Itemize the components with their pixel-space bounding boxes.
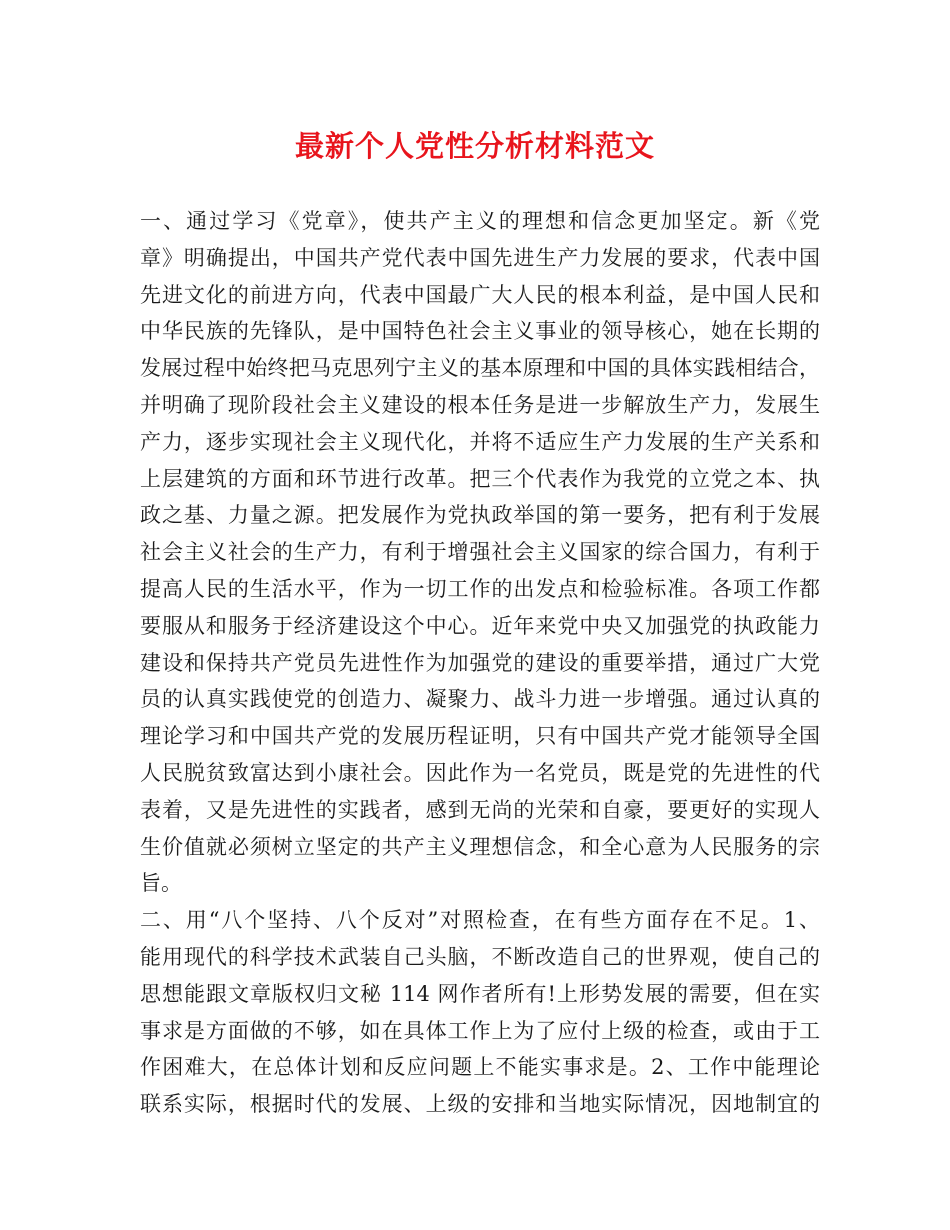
text-line: 产力，逐步实现社会主义现代化，并将不适应生产力发展的生产关系和: [140, 429, 820, 454]
text-line: 作困难大，在总体计划和反应问题上不能实事求是。2、工作中能理论: [140, 1055, 820, 1080]
text-line: 一、通过学习《党章》，使共产主义的理想和信念更加坚定。新《党: [140, 209, 820, 233]
text-line: 事求是方面做的不够，如在具体工作上为了应付上级的检查，或由于工: [140, 1018, 820, 1043]
text-line: 员的认真实践使党的创造力、凝聚力、战斗力进一步增强。通过认真的: [140, 687, 820, 712]
text-line: 章》明确提出，中国共产党代表中国先进生产力发展的要求，代表中国: [140, 245, 820, 270]
text-line: 思想能跟文章版权归文秘 114 网作者所有!上形势发展的需要，但在实: [140, 981, 820, 1006]
text-line: 生价值就必须树立坚定的共产主义理想信念，和全心意为人民服务的宗: [140, 834, 820, 859]
text-line: 人民脱贫致富达到小康社会。因此作为一名党员，既是党的先进性的代: [140, 760, 820, 785]
text-line: 发展过程中始终把马克思列宁主义的基本原理和中国的具体实践相结合，: [140, 356, 820, 381]
text-line: 社会主义社会的生产力，有利于增强社会主义国家的综合国力，有利于: [140, 540, 820, 565]
text-line: 建设和保持共产党员先进性作为加强党的建设的重要举措，通过广大党: [140, 650, 820, 675]
text-line: 中华民族的先锋队，是中国特色社会主义事业的领导核心，她在长期的: [140, 319, 820, 344]
text-line: 并明确了现阶段社会主义建设的根本任务是进一步解放生产力，发展生: [140, 392, 820, 417]
text-line: 理论学习和中国共产党的发展历程证明，只有中国共产党才能领导全国: [140, 724, 820, 749]
document-title: 最新个人党性分析材料范文: [294, 129, 655, 163]
text-line: 二、用“八个坚持、八个反对”对照检查，在有些方面存在不足。1、: [140, 908, 820, 933]
text-line: 先进文化的前进方向，代表中国最广大人民的根本利益，是中国人民和: [140, 282, 820, 307]
text-line: 提高人民的生活水平，作为一切工作的出发点和检验标准。各项工作都: [140, 576, 820, 601]
text-line: 能用现代的科学技术武装自己头脑，不断改造自己的世界观，使自己的: [140, 944, 820, 969]
text-line: 联系实际，根据时代的发展、上级的安排和当地实际情况，因地制宜的: [140, 1092, 820, 1117]
text-line: 政之基、力量之源。把发展作为党执政举国的第一要务，把有利于发展: [140, 503, 820, 528]
text-line: 要服从和服务于经济建设这个中心。近年来党中央又加强党的执政能力: [140, 613, 820, 638]
document-body: [140, 203, 820, 1123]
text-line: 表着，又是先进性的实践者，感到无尚的光荣和自豪，要更好的实现人: [140, 797, 820, 822]
text-line: 上层建筑的方面和环节进行改革。把三个代表作为我党的立党之本、执: [140, 466, 820, 491]
text-line: 旨。: [140, 871, 182, 896]
